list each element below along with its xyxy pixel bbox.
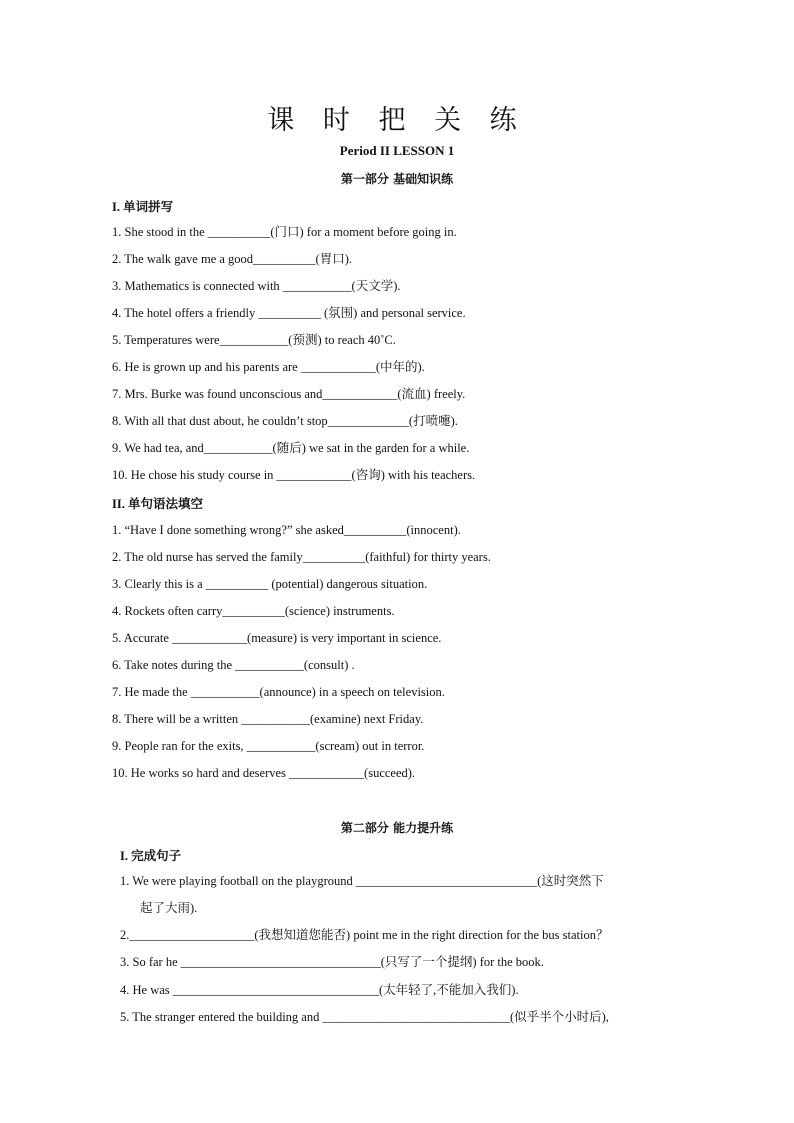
section-heading-grammar: II. 单句语法填空: [112, 497, 203, 511]
exercise-item: 2. The old nurse has served the family__________(faithful) for thirty years.: [112, 550, 491, 564]
exercise-item: 10. He works so hard and deserves ____________(succeed).: [112, 766, 416, 780]
exercise-item: 4. Rockets often carry__________(science) instruments.: [112, 604, 395, 618]
exercise-item: 10. He chose his study course in ____________(咨询) with his teachers.: [112, 468, 476, 482]
exercise-item: 7. He made the ___________(announce) in a speech on television.: [112, 685, 445, 699]
part1-title: 第一部分 基础知识练: [340, 172, 454, 186]
exercise-item: 8. There will be a written ___________(examine) next Friday.: [112, 712, 424, 726]
exercise-item: 2. The walk gave me a good__________(胃口).: [112, 252, 352, 266]
page-subtitle: Period II LESSON 1: [339, 143, 455, 158]
exercise-item: 6. He is grown up and his parents are ____________(中年的).: [112, 360, 425, 374]
exercise-item: 4. The hotel offers a friendly __________ (氛围) and personal service.: [112, 306, 466, 320]
exercise-item: 6. Take notes during the ___________(consult) .: [112, 658, 355, 672]
exercise-item: 3. Clearly this is a __________ (potential) dangerous situation.: [112, 577, 428, 591]
exercise-item: 9. People ran for the exits, ___________(scream) out in terror.: [112, 739, 425, 753]
exercise-item: 4. He was _________________________________(太年轻了,不能加入我们).: [120, 983, 519, 997]
section-heading-complete-sentences: I. 完成句子: [120, 849, 182, 863]
part2-title: 第二部分 能力提升练: [340, 821, 454, 835]
exercise-item: 7. Mrs. Burke was found unconscious and____________(流血) freely.: [112, 387, 466, 401]
exercise-item: 5. Temperatures were___________(预测) to reach 40˚C.: [112, 333, 396, 347]
exercise-item: 9. We had tea, and___________(随后) we sat in the garden for a while.: [112, 441, 470, 455]
exercise-item: 2.____________________(我想知道您能否) point me in the right direction for the bus station？: [120, 928, 609, 942]
exercise-item: 3. So far he ________________________________(只写了一个提纲) for the book.: [120, 955, 544, 969]
exercise-item: 1. “Have I done something wrong?” she asked__________(innocent).: [112, 523, 461, 537]
exercise-item: 8. With all that dust about, he couldn’t stop_____________(打喷嚏).: [112, 414, 458, 428]
page-title: 课 时 把 关 练: [267, 105, 527, 136]
exercise-item: 3. Mathematics is connected with ___________(天文学).: [112, 279, 401, 293]
exercise-item-continuation: 起了大雨).: [140, 901, 198, 915]
exercise-item: 5. Accurate ____________(measure) is very important in science.: [112, 631, 442, 645]
exercise-item: 1. We were playing football on the playground _____________________________(这时突然下: [120, 874, 604, 888]
exercise-item: 5. The stranger entered the building and ______________________________(似乎半个小时后),: [120, 1010, 609, 1024]
section-heading-spelling: I. 单词拼写: [112, 200, 174, 214]
exercise-item: 1. She stood in the __________(门口) for a moment before going in.: [112, 225, 457, 239]
